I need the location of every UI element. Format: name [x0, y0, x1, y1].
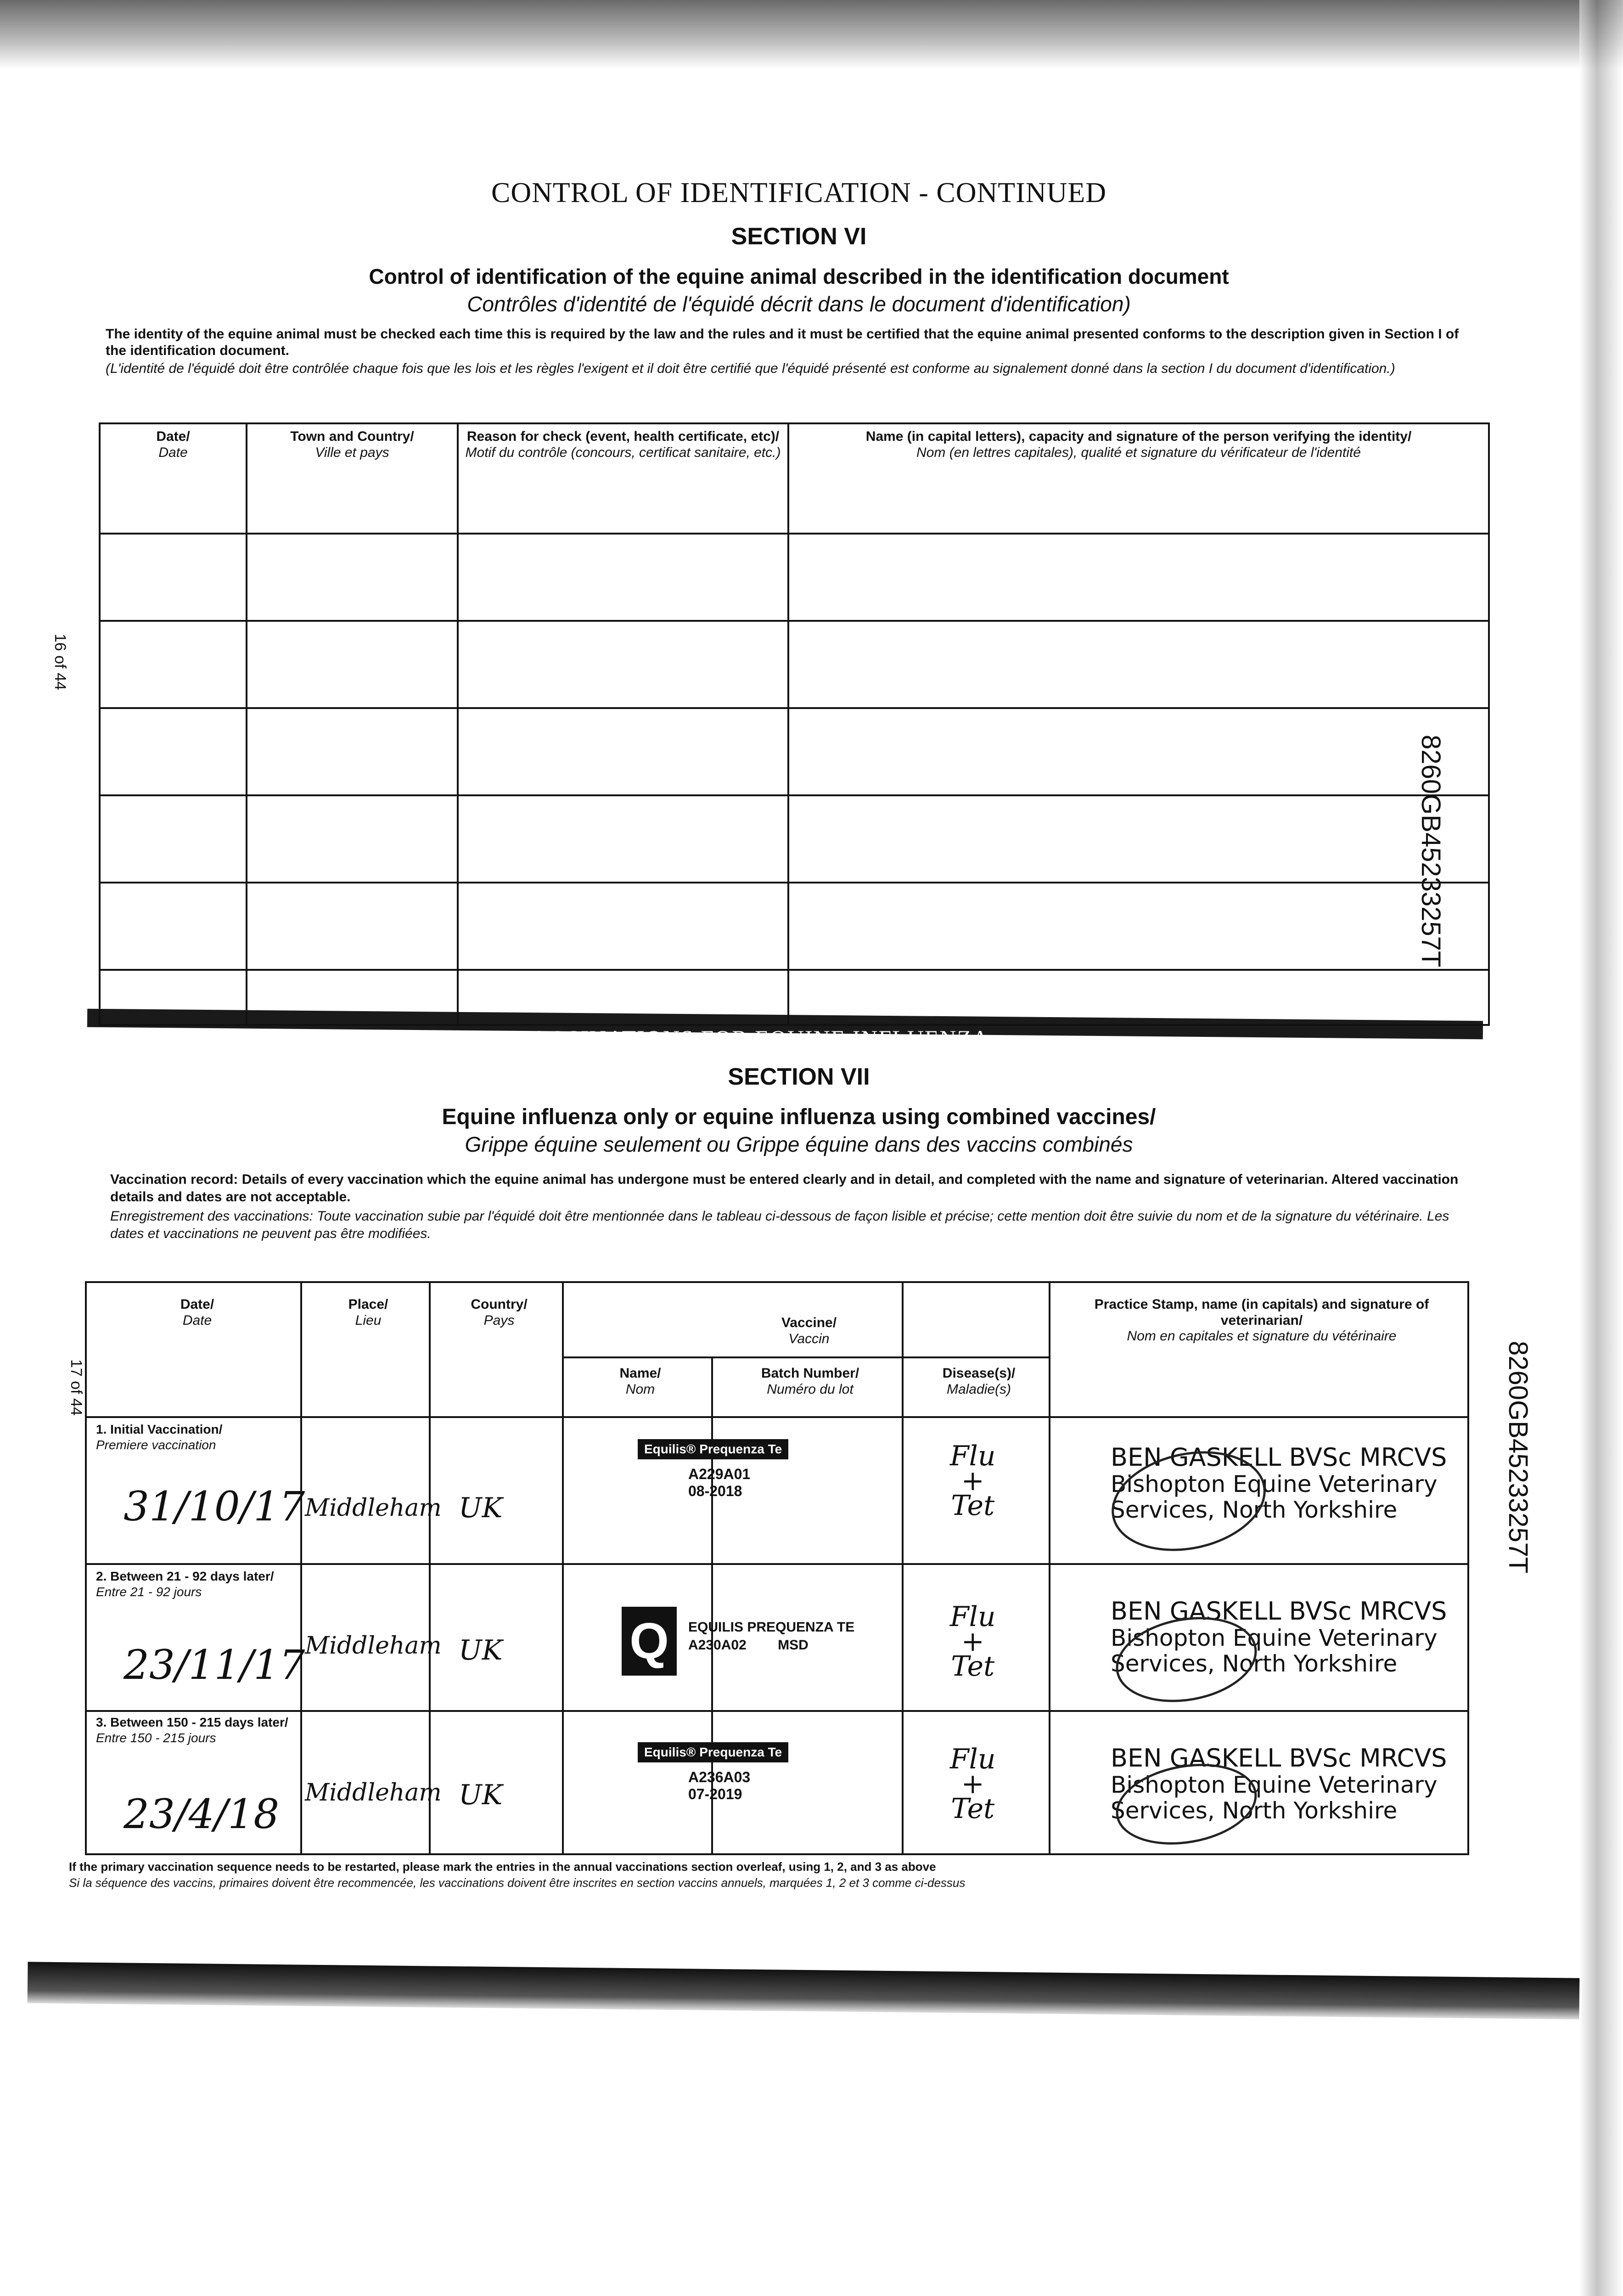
section7-title: SECTION VII	[728, 1064, 870, 1090]
section7-subtitle-fr: Grippe équine seulement ou Grippe équine dans des vaccins combinés	[465, 1132, 1133, 1156]
row1-disease	[950, 1440, 996, 1522]
col-town	[247, 423, 458, 534]
row3-disease-1: Flu	[950, 1743, 996, 1775]
table-row[interactable]	[100, 795, 1489, 883]
vaccination-table	[85, 1281, 1469, 1855]
col-disease-en: Disease(s)/	[942, 1366, 1016, 1381]
col-reason-fr: Motif du contrôle (concours, certificat sanitaire, etc.)	[465, 445, 781, 460]
passport-id-bottom: 8260GB45233257T	[1503, 1341, 1533, 1574]
row3-stamp-line2: Bishopton Equine Veterinary	[1111, 1772, 1438, 1799]
row1-stamp-name: BEN GASKELL BVSc MRCVS	[1111, 1443, 1447, 1472]
col-verifier-en: Name (in capital letters), capacity and signature of the person verifying the identity/	[865, 429, 1412, 444]
col-vaccine-en: Vaccine/	[781, 1315, 837, 1330]
section7-record-en: Vaccination record: Details of every vaccination which the equine animal has undergone must be entered clearly and in detail, and completed with the name and signature of veterinarian. Altered vaccination details and dates are not acceptable.	[110, 1172, 1459, 1204]
table-row[interactable]	[87, 1416, 1467, 1563]
row2-batch: A230A02	[688, 1638, 747, 1653]
col-vaccine-name-fr: Nom	[625, 1381, 655, 1397]
col-batch-en: Batch Number/	[761, 1366, 859, 1381]
row3-disease-2: Tet	[951, 1793, 995, 1825]
row1-place: Middleham	[305, 1494, 442, 1522]
row2-stamp-line3: Services, North Yorkshire	[1111, 1650, 1398, 1677]
col-practice	[1049, 1292, 1475, 1349]
col-town-fr: Ville et pays	[315, 445, 389, 460]
col-country	[429, 1292, 569, 1333]
section6-subtitle-en: Control of identification of the equine animal described in the identification document	[369, 264, 1229, 288]
row1-disease-1: Flu	[950, 1440, 996, 1472]
row3-stamp-name: BEN GASKELL BVSc MRCVS	[1111, 1744, 1447, 1773]
row3-batch: A236A03	[688, 1769, 751, 1785]
col-batch-fr: Numéro du lot	[767, 1381, 854, 1397]
row2-stamp-line2: Bishopton Equine Veterinary	[1111, 1625, 1438, 1652]
row3-label-en: 3. Between 150 - 215 days later/	[96, 1715, 288, 1729]
section6-title: SECTION VI	[731, 223, 867, 250]
row3-place: Middleham	[305, 1779, 442, 1806]
row1-country: UK	[459, 1492, 503, 1524]
row3-vaccine-sticker	[638, 1742, 788, 1803]
row2-date: 23/11/17	[124, 1641, 305, 1688]
row1-stamp-line3: Services, North Yorkshire	[1111, 1497, 1398, 1524]
col-vacc-date-fr: Date	[182, 1312, 212, 1328]
col-verifier-fr: Nom (en lettres capitales), qualité et signature du vérificateur de l'identité	[916, 445, 1361, 460]
table-row[interactable]	[100, 708, 1489, 795]
col-date	[100, 423, 247, 534]
footnote-en: If the primary vaccination sequence needs to be restarted, please mark the entries in the annual vaccinations section overleaf, using 1, 2, and 3 as above	[69, 1860, 936, 1874]
section7-subtitle-en: Equine influenza only or equine influenza using combined vaccines/	[442, 1105, 1156, 1129]
row3-disease-plus: +	[961, 1768, 984, 1800]
col-date-en: Date/	[156, 429, 190, 444]
page-number-16: 16 of 44	[51, 634, 69, 690]
row1-stamp-line2: Bishopton Equine Veterinary	[1111, 1471, 1438, 1498]
row3-stamp-line3: Services, North Yorkshire	[1111, 1797, 1398, 1824]
col-town-en: Town and Country/	[290, 429, 414, 444]
row1-vaccine-sticker	[638, 1439, 788, 1500]
row3-date: 23/4/18	[124, 1790, 280, 1838]
row2-disease	[950, 1601, 996, 1683]
row2-country: UK	[459, 1634, 503, 1666]
table-row[interactable]	[87, 1710, 1467, 1853]
col-disease	[902, 1361, 1056, 1402]
row2-label-fr: Entre 21 - 92 jours	[96, 1584, 202, 1599]
col-place-en: Place/	[348, 1297, 388, 1312]
row1-batch: A229A01	[688, 1466, 751, 1482]
col-practice-en: Practice Stamp, name (in capitals) and signature of veterinarian/	[1094, 1297, 1429, 1328]
section7-record-fr: Enregistrement des vaccinations: Toute vaccination subie par l'équidé doit être mentionnée dans le tableau ci-dessous de façon lisible et précise; cette mention doit être suivie du nom et de la signature du vétérinaire. Les dates et vaccinations ne peuvent pas être modifiées.	[110, 1209, 1449, 1241]
scan-band-bottom	[28, 1962, 1580, 2019]
row1-expiry: 08-2018	[688, 1482, 742, 1499]
row1-vaccine-label: Equilis® Prequenza Te	[638, 1439, 788, 1459]
col-practice-fr: Nom en capitales et signature du vétérinaire	[1127, 1328, 1397, 1344]
col-vaccine	[562, 1311, 1056, 1351]
row3-disease	[950, 1743, 996, 1825]
table-row[interactable]	[100, 621, 1489, 708]
row2-vaccine-sticker	[688, 1618, 854, 1654]
row2-place: Middleham	[305, 1632, 442, 1660]
col-vacc-date	[87, 1292, 308, 1333]
section6-subtitle-fr: Contrôles d'identité de l'équidé décrit dans le document d'identification)	[467, 292, 1131, 316]
footnote-fr: Si la séquence des vaccins, primaires doivent être recommencée, les vaccinations doivent être inscrites en section vaccins annuels, marquées 1, 2 et 3 comme ci-dessus	[69, 1876, 966, 1890]
row2-maker: MSD	[778, 1638, 809, 1653]
table-row[interactable]	[100, 970, 1489, 1025]
col-disease-fr: Maladie(s)	[946, 1381, 1011, 1397]
row3-vaccine-label: Equilis® Prequenza Te	[638, 1742, 788, 1762]
row1-label-fr: Premiere vaccination	[96, 1437, 216, 1452]
col-place	[300, 1292, 436, 1333]
col-vaccine-fr: Vaccin	[788, 1331, 830, 1346]
identity-check-table	[99, 422, 1490, 1026]
table-row[interactable]	[100, 883, 1489, 970]
col-reason-en: Reason for check (event, health certificate, etc)/	[466, 429, 780, 444]
col-date-fr: Date	[158, 445, 188, 460]
section7-banner: VACCINATIONS FOR EQUINE INFLUENZA	[516, 1025, 990, 1051]
table-row[interactable]	[100, 534, 1489, 621]
col-vaccine-name	[562, 1361, 719, 1402]
row2-label-en: 2. Between 21 - 92 days later/	[96, 1569, 274, 1583]
page-number-17: 17 of 44	[67, 1359, 85, 1416]
section6-instruction-en: The identity of the equine animal must be checked each time this is required by the law and the rules and it must be certified that the equine animal presented conforms to the description given in Section I of the identification document.	[106, 326, 1459, 358]
col-country-en: Country/	[471, 1297, 528, 1312]
col-vacc-date-en: Date/	[180, 1297, 214, 1312]
col-place-fr: Lieu	[355, 1312, 382, 1328]
col-batch	[711, 1361, 909, 1402]
col-country-fr: Pays	[483, 1312, 515, 1328]
row3-expiry: 07-2019	[688, 1785, 742, 1802]
col-verifier	[788, 423, 1489, 534]
row3-label-fr: Entre 150 - 215 jours	[96, 1730, 216, 1745]
row3-country: UK	[459, 1779, 503, 1811]
row1-date: 31/10/17	[124, 1483, 305, 1530]
row2-disease-1: Flu	[950, 1601, 996, 1633]
passport-id-top: 8260GB45233257T	[1416, 735, 1446, 968]
row2-disease-plus: +	[961, 1626, 984, 1658]
scan-edge-top	[0, 0, 1623, 69]
row1-label-en: 1. Initial Vaccination/	[96, 1422, 223, 1436]
running-title: CONTROL OF IDENTIFICATION - CONTINUED	[491, 177, 1107, 208]
row1-disease-2: Tet	[951, 1490, 995, 1522]
row2-stamp-name: BEN GASKELL BVSc MRCVS	[1111, 1597, 1447, 1626]
section6-instruction-fr: (L'identité de l'équidé doit être contrôlée chaque fois que les lois et les règles l'exigent et il doit être certifié que l'équidé présenté est conforme au signalement donné dans la section I du document d'identification.)	[106, 361, 1395, 376]
row2-vaccine-label: EQUILIS PREQUENZA TE	[688, 1620, 855, 1635]
row2-disease-2: Tet	[951, 1650, 995, 1683]
row1-disease-plus: +	[961, 1465, 984, 1497]
row2-q-logo: Q	[622, 1607, 677, 1676]
col-reason	[458, 423, 788, 534]
col-vaccine-name-en: Name/	[619, 1366, 661, 1381]
table-row[interactable]	[87, 1563, 1467, 1710]
identity-check-header	[100, 423, 1489, 534]
scan-edge-right	[1579, 0, 1623, 2296]
